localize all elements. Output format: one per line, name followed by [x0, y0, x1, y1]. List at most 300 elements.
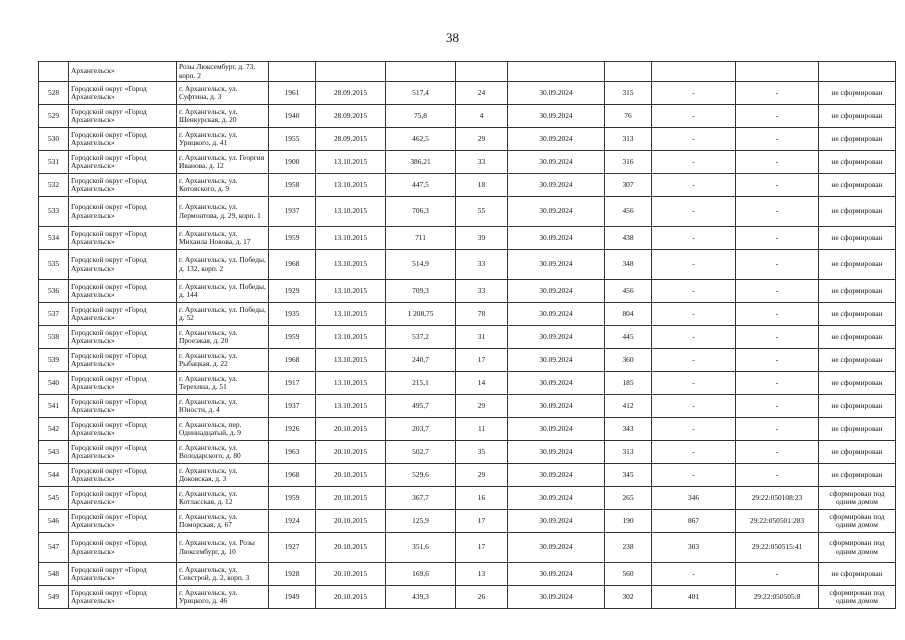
- table-row: [39, 349, 896, 372]
- cell-number: 533: [39, 197, 69, 227]
- cell-count: 17: [456, 349, 508, 372]
- cell-number: 534: [39, 227, 69, 250]
- cell-date: 13.10.2015: [316, 227, 386, 250]
- cell-date2: [508, 62, 605, 82]
- cell-count: 17: [456, 510, 508, 533]
- cell-status: не сформирован: [819, 303, 896, 326]
- cell-area: 709,3: [386, 280, 456, 303]
- cell-year: 1937: [269, 395, 316, 418]
- cell-value: 313: [605, 128, 652, 151]
- cell-owner: Городской округ «Город Архангельск»: [69, 105, 177, 128]
- cell-date2: 30.09.2024: [508, 586, 605, 609]
- cell-status: не сформирован: [819, 82, 896, 105]
- cell-value: 438: [605, 227, 652, 250]
- cell-area: 447,5: [386, 174, 456, 197]
- cell-year: 1929: [269, 280, 316, 303]
- cell-date: 20.10.2015: [316, 441, 386, 464]
- cell-cadastral: -: [736, 197, 819, 227]
- cell-year: 1926: [269, 418, 316, 441]
- cell-plot-area: -: [652, 82, 736, 105]
- cell-cadastral: -: [736, 174, 819, 197]
- cell-value: 185: [605, 372, 652, 395]
- cell-area: [386, 62, 456, 82]
- cell-owner: Городской округ «Город Архангельск»: [69, 303, 177, 326]
- cell-year: 1900: [269, 151, 316, 174]
- cell-cadastral: 29:22:050108:23: [736, 487, 819, 510]
- cell-plot-area: -: [652, 464, 736, 487]
- cell-cadastral: -: [736, 280, 819, 303]
- cell-date: 20.10.2015: [316, 464, 386, 487]
- cell-count: [456, 62, 508, 82]
- cell-date: 13.10.2015: [316, 372, 386, 395]
- cell-area: 502,7: [386, 441, 456, 464]
- cell-area: 514,9: [386, 250, 456, 280]
- cell-owner: Городской округ «Город Архангельск»: [69, 349, 177, 372]
- cell-year: [269, 62, 316, 82]
- cell-count: 13: [456, 563, 508, 586]
- cell-number: 531: [39, 151, 69, 174]
- cell-date2: 30.09.2024: [508, 128, 605, 151]
- cell-count: 16: [456, 487, 508, 510]
- cell-date2: 30.09.2024: [508, 510, 605, 533]
- cell-count: 31: [456, 326, 508, 349]
- table-row: [39, 174, 896, 197]
- cell-number: 530: [39, 128, 69, 151]
- cell-date2: 30.09.2024: [508, 197, 605, 227]
- cell-date: 13.10.2015: [316, 303, 386, 326]
- cell-date: 20.10.2015: [316, 586, 386, 609]
- cell-cadastral: -: [736, 372, 819, 395]
- cell-address: г. Архангельск, ул. Рыбацкая, д. 22: [177, 349, 269, 372]
- cell-date2: 30.09.2024: [508, 151, 605, 174]
- cell-status: не сформирован: [819, 326, 896, 349]
- cell-number: 542: [39, 418, 69, 441]
- cell-address: г. Архангельск, пер. Одиннадцатый, д. 9: [177, 418, 269, 441]
- cell-address: г. Архангельск, ул. Проезжая, д. 20: [177, 326, 269, 349]
- cell-status: [819, 62, 896, 82]
- cell-owner: Городской округ «Город Архангельск»: [69, 464, 177, 487]
- cell-value: 412: [605, 395, 652, 418]
- cell-value: 76: [605, 105, 652, 128]
- cell-cadastral: -: [736, 395, 819, 418]
- cell-number: 529: [39, 105, 69, 128]
- table-body: [39, 62, 896, 609]
- table-row: [39, 395, 896, 418]
- cell-count: 11: [456, 418, 508, 441]
- cell-value: 456: [605, 280, 652, 303]
- cell-area: 462,5: [386, 128, 456, 151]
- cell-cadastral: -: [736, 82, 819, 105]
- cell-date: 20.10.2015: [316, 487, 386, 510]
- cell-status: сформирован под одним домом: [819, 586, 896, 609]
- cell-date: 20.10.2015: [316, 418, 386, 441]
- cell-year: 1963: [269, 441, 316, 464]
- cell-address: г. Архангельск, ул. Урицкого, д. 41: [177, 128, 269, 151]
- cell-plot-area: -: [652, 395, 736, 418]
- table-row: [39, 227, 896, 250]
- cell-date2: 30.09.2024: [508, 326, 605, 349]
- cell-date: 13.10.2015: [316, 197, 386, 227]
- cell-status: не сформирован: [819, 227, 896, 250]
- cell-date2: 30.09.2024: [508, 372, 605, 395]
- cell-address: г. Архангельск, ул. Урицкого, д. 46: [177, 586, 269, 609]
- cell-owner: Городской округ «Город Архангельск»: [69, 563, 177, 586]
- cell-status: не сформирован: [819, 372, 896, 395]
- cell-date2: 30.09.2024: [508, 174, 605, 197]
- cell-area: 1 208,75: [386, 303, 456, 326]
- cell-date2: 30.09.2024: [508, 464, 605, 487]
- cell-plot-area: 346: [652, 487, 736, 510]
- cell-value: 343: [605, 418, 652, 441]
- cell-year: 1937: [269, 197, 316, 227]
- cell-status: не сформирован: [819, 128, 896, 151]
- cell-date: 13.10.2015: [316, 395, 386, 418]
- cell-owner: Архангельск»: [69, 62, 177, 82]
- cell-status: не сформирован: [819, 349, 896, 372]
- cell-plot-area: -: [652, 303, 736, 326]
- cell-cadastral: 29:22:050515:41: [736, 533, 819, 563]
- cell-status: сформирован под одним домом: [819, 487, 896, 510]
- cell-number: 549: [39, 586, 69, 609]
- cell-count: 78: [456, 303, 508, 326]
- cell-date: 13.10.2015: [316, 250, 386, 280]
- cell-area: 75,8: [386, 105, 456, 128]
- cell-date: 13.10.2015: [316, 151, 386, 174]
- cell-plot-area: -: [652, 418, 736, 441]
- cell-value: 238: [605, 533, 652, 563]
- cell-year: 1917: [269, 372, 316, 395]
- cell-status: сформирован под одним домом: [819, 533, 896, 563]
- cell-cadastral: -: [736, 250, 819, 280]
- cell-number: 547: [39, 533, 69, 563]
- cell-area: 495,7: [386, 395, 456, 418]
- cell-cadastral: -: [736, 326, 819, 349]
- cell-plot-area: -: [652, 349, 736, 372]
- cell-date2: 30.09.2024: [508, 563, 605, 586]
- cell-area: 711: [386, 227, 456, 250]
- cell-owner: Городской округ «Город Архангельск»: [69, 441, 177, 464]
- cell-plot-area: [652, 62, 736, 82]
- cell-year: 1940: [269, 105, 316, 128]
- cell-cadastral: -: [736, 227, 819, 250]
- cell-date2: 30.09.2024: [508, 418, 605, 441]
- table-row: [39, 151, 896, 174]
- cell-date2: 30.09.2024: [508, 349, 605, 372]
- cell-date2: 30.09.2024: [508, 303, 605, 326]
- cell-status: не сформирован: [819, 250, 896, 280]
- cell-plot-area: -: [652, 326, 736, 349]
- cell-plot-area: -: [652, 105, 736, 128]
- cell-plot-area: -: [652, 563, 736, 586]
- cell-date: 13.10.2015: [316, 349, 386, 372]
- page-number: 38: [446, 30, 459, 45]
- cell-date2: 30.09.2024: [508, 105, 605, 128]
- cell-owner: Городской округ «Город Архангельск»: [69, 227, 177, 250]
- cell-address: г. Архангельск, ул. Шенкурская, д. 20: [177, 105, 269, 128]
- cell-year: 1968: [269, 250, 316, 280]
- cell-date: 28.09.2015: [316, 105, 386, 128]
- cell-status: не сформирован: [819, 197, 896, 227]
- cell-date2: 30.09.2024: [508, 487, 605, 510]
- cell-count: 35: [456, 441, 508, 464]
- cell-area: 125,9: [386, 510, 456, 533]
- cell-year: 1959: [269, 326, 316, 349]
- cell-area: 203,7: [386, 418, 456, 441]
- cell-plot-area: 303: [652, 533, 736, 563]
- cell-year: 1928: [269, 563, 316, 586]
- cell-count: 29: [456, 395, 508, 418]
- cell-count: 4: [456, 105, 508, 128]
- cell-count: 39: [456, 227, 508, 250]
- cell-cadastral: [736, 62, 819, 82]
- cell-number: 545: [39, 487, 69, 510]
- cell-number: 543: [39, 441, 69, 464]
- cell-number: 536: [39, 280, 69, 303]
- table-row: [39, 563, 896, 586]
- cell-year: 1961: [269, 82, 316, 105]
- cell-address: г. Архангельск, ул. Победы, д. 132, корп. 2: [177, 250, 269, 280]
- cell-address: г. Архангельск, ул. Розы Люксембург, д. 10: [177, 533, 269, 563]
- cell-plot-area: -: [652, 372, 736, 395]
- cell-address: г. Архангельск, ул. Юности, д. 4: [177, 395, 269, 418]
- cell-owner: Городской округ «Город Архангельск»: [69, 326, 177, 349]
- cell-value: 316: [605, 151, 652, 174]
- cell-address: г. Архангельск, ул. Победы, д. 144: [177, 280, 269, 303]
- cell-year: 1927: [269, 533, 316, 563]
- table-row: [39, 82, 896, 105]
- cell-number: 539: [39, 349, 69, 372]
- cell-year: 1955: [269, 128, 316, 151]
- cell-date2: 30.09.2024: [508, 250, 605, 280]
- cell-value: 348: [605, 250, 652, 280]
- cell-value: 307: [605, 174, 652, 197]
- cell-cadastral: -: [736, 563, 819, 586]
- cell-plot-area: -: [652, 197, 736, 227]
- cell-address: г. Архангельск, ул. Котласская, д. 12: [177, 487, 269, 510]
- cell-address: г. Архангельск, ул. Севстрой, д. 2, корп. 3: [177, 563, 269, 586]
- cell-year: 1959: [269, 487, 316, 510]
- cell-area: 537,2: [386, 326, 456, 349]
- cell-date2: 30.09.2024: [508, 533, 605, 563]
- cell-date: 20.10.2015: [316, 563, 386, 586]
- cell-owner: Городской округ «Город Архангельск»: [69, 586, 177, 609]
- cell-address: г. Архангельск, ул. Георгия Иванова, д. 12: [177, 151, 269, 174]
- cell-count: 24: [456, 82, 508, 105]
- cell-address: Розы Люксембург, д. 73, корп. 2: [177, 62, 269, 82]
- cell-cadastral: -: [736, 464, 819, 487]
- cell-area: 240,7: [386, 349, 456, 372]
- table-row: [39, 586, 896, 609]
- cell-count: 14: [456, 372, 508, 395]
- cell-owner: Городской округ «Город Архангельск»: [69, 151, 177, 174]
- cell-date: 20.10.2015: [316, 510, 386, 533]
- cell-year: 1958: [269, 174, 316, 197]
- cell-cadastral: -: [736, 303, 819, 326]
- cell-area: 386,21: [386, 151, 456, 174]
- cell-date: [316, 62, 386, 82]
- cell-status: не сформирован: [819, 441, 896, 464]
- cell-value: 190: [605, 510, 652, 533]
- cell-address: г. Архангельск, ул. Лермонтова, д. 29, корп. 1: [177, 197, 269, 227]
- cell-year: 1949: [269, 586, 316, 609]
- cell-plot-area: -: [652, 174, 736, 197]
- cell-owner: Городской округ «Город Архангельск»: [69, 250, 177, 280]
- cell-cadastral: -: [736, 151, 819, 174]
- cell-date: 28.09.2015: [316, 128, 386, 151]
- cell-date: 13.10.2015: [316, 326, 386, 349]
- cell-status: не сформирован: [819, 280, 896, 303]
- cell-date2: 30.09.2024: [508, 227, 605, 250]
- cell-address: г. Архангельск, ул. Володарского, д. 80: [177, 441, 269, 464]
- cell-number: 537: [39, 303, 69, 326]
- cell-owner: Городской округ «Город Архангельск»: [69, 510, 177, 533]
- cell-area: 215,1: [386, 372, 456, 395]
- cell-value: [605, 62, 652, 82]
- cell-value: 456: [605, 197, 652, 227]
- table-row: [39, 128, 896, 151]
- cell-status: не сформирован: [819, 105, 896, 128]
- table-row: [39, 510, 896, 533]
- cell-year: 1935: [269, 303, 316, 326]
- cell-plot-area: 867: [652, 510, 736, 533]
- cell-number: 528: [39, 82, 69, 105]
- cell-owner: Городской округ «Город Архангельск»: [69, 372, 177, 395]
- cell-plot-area: -: [652, 151, 736, 174]
- cell-status: не сформирован: [819, 418, 896, 441]
- cell-area: 351,6: [386, 533, 456, 563]
- table-row: [39, 464, 896, 487]
- cell-status: не сформирован: [819, 395, 896, 418]
- cell-plot-area: -: [652, 227, 736, 250]
- cell-date: 13.10.2015: [316, 280, 386, 303]
- cell-number: 541: [39, 395, 69, 418]
- cell-status: не сформирован: [819, 174, 896, 197]
- cell-date: 28.09.2015: [316, 82, 386, 105]
- cell-value: 445: [605, 326, 652, 349]
- cell-number: 546: [39, 510, 69, 533]
- cell-year: 1968: [269, 464, 316, 487]
- cell-area: 169,6: [386, 563, 456, 586]
- cell-plot-area: -: [652, 441, 736, 464]
- cell-value: 345: [605, 464, 652, 487]
- cell-date2: 30.09.2024: [508, 82, 605, 105]
- cell-count: 33: [456, 280, 508, 303]
- cell-status: не сформирован: [819, 563, 896, 586]
- cell-owner: Городской округ «Город Архангельск»: [69, 128, 177, 151]
- cell-owner: Городской округ «Город Архангельск»: [69, 82, 177, 105]
- cell-year: 1968: [269, 349, 316, 372]
- cell-date2: 30.09.2024: [508, 280, 605, 303]
- cell-plot-area: 401: [652, 586, 736, 609]
- table-row: [39, 441, 896, 464]
- table-row: [39, 372, 896, 395]
- cell-owner: Городской округ «Город Архангельск»: [69, 487, 177, 510]
- cell-area: 517,4: [386, 82, 456, 105]
- cell-value: 360: [605, 349, 652, 372]
- cell-status: не сформирован: [819, 151, 896, 174]
- housing-register-table: [38, 61, 896, 609]
- cell-value: 313: [605, 441, 652, 464]
- cell-address: г. Архангельск, ул. Котовского, д. 9: [177, 174, 269, 197]
- cell-owner: Городской округ «Город Архангельск»: [69, 197, 177, 227]
- cell-count: 55: [456, 197, 508, 227]
- table-row: [39, 105, 896, 128]
- cell-cadastral: -: [736, 441, 819, 464]
- cell-count: 17: [456, 533, 508, 563]
- cell-date2: 30.09.2024: [508, 441, 605, 464]
- cell-count: 18: [456, 174, 508, 197]
- table-row: [39, 197, 896, 227]
- cell-area: 439,3: [386, 586, 456, 609]
- cell-number: 540: [39, 372, 69, 395]
- table-row: [39, 326, 896, 349]
- cell-value: 560: [605, 563, 652, 586]
- cell-count: 33: [456, 250, 508, 280]
- cell-status: не сформирован: [819, 464, 896, 487]
- cell-value: 315: [605, 82, 652, 105]
- cell-area: 529,6: [386, 464, 456, 487]
- cell-plot-area: -: [652, 280, 736, 303]
- table-row: [39, 418, 896, 441]
- cell-area: 706,3: [386, 197, 456, 227]
- table-row: [39, 487, 896, 510]
- cell-date: 20.10.2015: [316, 533, 386, 563]
- cell-value: 265: [605, 487, 652, 510]
- cell-year: 1924: [269, 510, 316, 533]
- cell-cadastral: -: [736, 105, 819, 128]
- cell-plot-area: -: [652, 128, 736, 151]
- cell-owner: Городской округ «Город Архангельск»: [69, 533, 177, 563]
- cell-number: 532: [39, 174, 69, 197]
- cell-area: 367,7: [386, 487, 456, 510]
- cell-status: сформирован под одним домом: [819, 510, 896, 533]
- cell-owner: Городской округ «Город Архангельск»: [69, 418, 177, 441]
- cell-cadastral: 29:22:050505:8: [736, 586, 819, 609]
- cell-cadastral: 29:22:050501:283: [736, 510, 819, 533]
- table-row: [39, 303, 896, 326]
- cell-owner: Городской округ «Город Архангельск»: [69, 395, 177, 418]
- cell-address: г. Архангельск, ул. Суфтина, д. 3: [177, 82, 269, 105]
- cell-address: г. Архангельск, ул. Победы, д. 52: [177, 303, 269, 326]
- table-row: [39, 533, 896, 563]
- cell-cadastral: -: [736, 418, 819, 441]
- table-row: [39, 280, 896, 303]
- cell-number: 535: [39, 250, 69, 280]
- cell-address: г. Архангельск, ул. Поморская, д. 67: [177, 510, 269, 533]
- cell-date2: 30.09.2024: [508, 395, 605, 418]
- cell-number: 544: [39, 464, 69, 487]
- cell-value: 302: [605, 586, 652, 609]
- cell-address: г. Архангельск, ул. Михаила Новова, д. 17: [177, 227, 269, 250]
- table-row: [39, 250, 896, 280]
- cell-owner: Городской округ «Город Архангельск»: [69, 280, 177, 303]
- cell-plot-area: -: [652, 250, 736, 280]
- cell-count: 29: [456, 128, 508, 151]
- cell-number: 538: [39, 326, 69, 349]
- cell-count: 29: [456, 464, 508, 487]
- continuation-row: [39, 62, 896, 82]
- cell-address: г. Архангельск, ул. Терехина, д. 51: [177, 372, 269, 395]
- cell-count: 26: [456, 586, 508, 609]
- cell-date: 13.10.2015: [316, 174, 386, 197]
- cell-address: г. Архангельск, ул. Доковская, д. 3: [177, 464, 269, 487]
- cell-cadastral: -: [736, 349, 819, 372]
- cell-count: 33: [456, 151, 508, 174]
- cell-number: 548: [39, 563, 69, 586]
- cell-year: 1959: [269, 227, 316, 250]
- cell-number: [39, 62, 69, 82]
- cell-owner: Городской округ «Город Архангельск»: [69, 174, 177, 197]
